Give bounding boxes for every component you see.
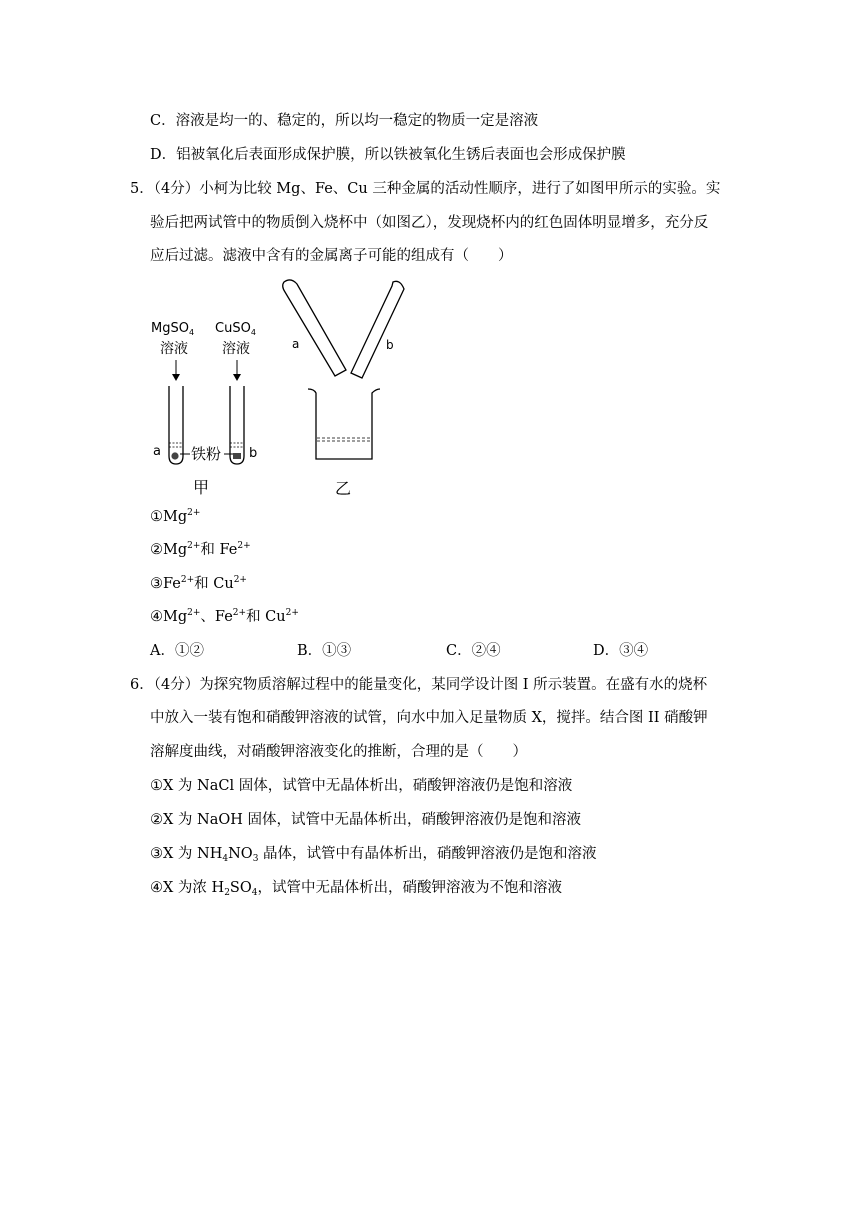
test-tube-b [230,386,244,464]
q6-item-4: ④X 为浓 $H_2SO_4$，试管中无晶体析出，硝酸钾溶液为不饱和溶液 [150,880,562,898]
q5-figure [140,272,430,504]
q5-choice-c: C．②④ [446,643,501,659]
q6-stem-line1: 6．（4分）为探究物质溶解过程中的能量变化，某同学设计图 I 所示装置。在盛有水的烧杯 [130,677,708,693]
q5-choice-a: A．①② [150,643,204,659]
q5-stem-line2: 验后把两试管中的物质倒入烧杯中（如图乙），发现烧杯内的红色固体明显增多，充分反 [150,215,709,231]
q5-stem-line1: 5．（4分）小柯为比较 Mg、Fe、Cu 三种金属的活动性顺序，进行了如图甲所示的实验。实 [130,181,721,197]
q5-item-4: $④Mg^{2+}$、$Fe^{2+}$和 $Cu^{2+}$ [150,608,299,625]
caption-jia: 甲 [193,478,210,497]
q6-stem-line3: 溶解度曲线，对硝酸钾溶液变化的推断，合理的是（ ） [150,744,527,760]
reagent-a-label: MgSO$_4$ [151,321,195,337]
tilted-tube-b-label: b [386,338,394,352]
solution-label-b: 溶液 [222,341,250,357]
q6-item-3: ③X 为 $NH_4NO_3$ 晶体，试管中有晶体析出，硝酸钾溶液仍是饱和溶液 [150,846,597,864]
q6-item-1: ①X 为 NaCl 固体，试管中无晶体析出，硝酸钾溶液仍是饱和溶液 [150,778,573,794]
solution-label-a: 溶液 [160,341,188,357]
tube-a-label: a [153,444,161,459]
iron-powder-label: 铁粉 [191,445,222,463]
tilted-tube-a [283,280,346,376]
reagent-b-label: CuSO$_4$ [215,321,256,337]
q6-item-2: ②X 为 NaOH 固体，试管中无晶体析出，硝酸钾溶液仍是饱和溶液 [150,812,582,828]
q5-item-3: $③Fe^{2+}$和 $Cu^{2+}$ [150,575,247,592]
q6-stem-line2: 中放入一装有饱和硝酸钾溶液的试管，向水中加入足量物质 X，搅拌。结合图 II 硝酸钾 [150,710,708,726]
q5-item-1: $①Mg^{2+}$ [150,508,201,525]
q5-stem-line3: 应后过滤。滤液中含有的金属离子可能的组成有（ ） [150,248,513,264]
q5-item-2: $②Mg^{2+}$和 $Fe^{2+}$ [150,541,251,558]
tilted-tube-a-label: a [292,337,300,351]
q4-option-c: C．溶液是均一的、稳定的，所以均一稳定的物质一定是溶液 [150,113,539,129]
beaker [308,389,380,459]
arrow-b [233,360,241,381]
test-tube-a [169,386,183,464]
q5-choice-b: B．①③ [297,643,352,659]
q5-choice-d: D．③④ [593,643,649,659]
arrow-a [172,360,180,381]
tilted-tube-b [351,281,404,378]
caption-yi: 乙 [335,479,352,498]
q4-option-d: D．铝被氧化后表面形成保护膜，所以铁被氧化生锈后表面也会形成保护膜 [150,147,626,163]
tube-b-label: b [249,446,258,461]
